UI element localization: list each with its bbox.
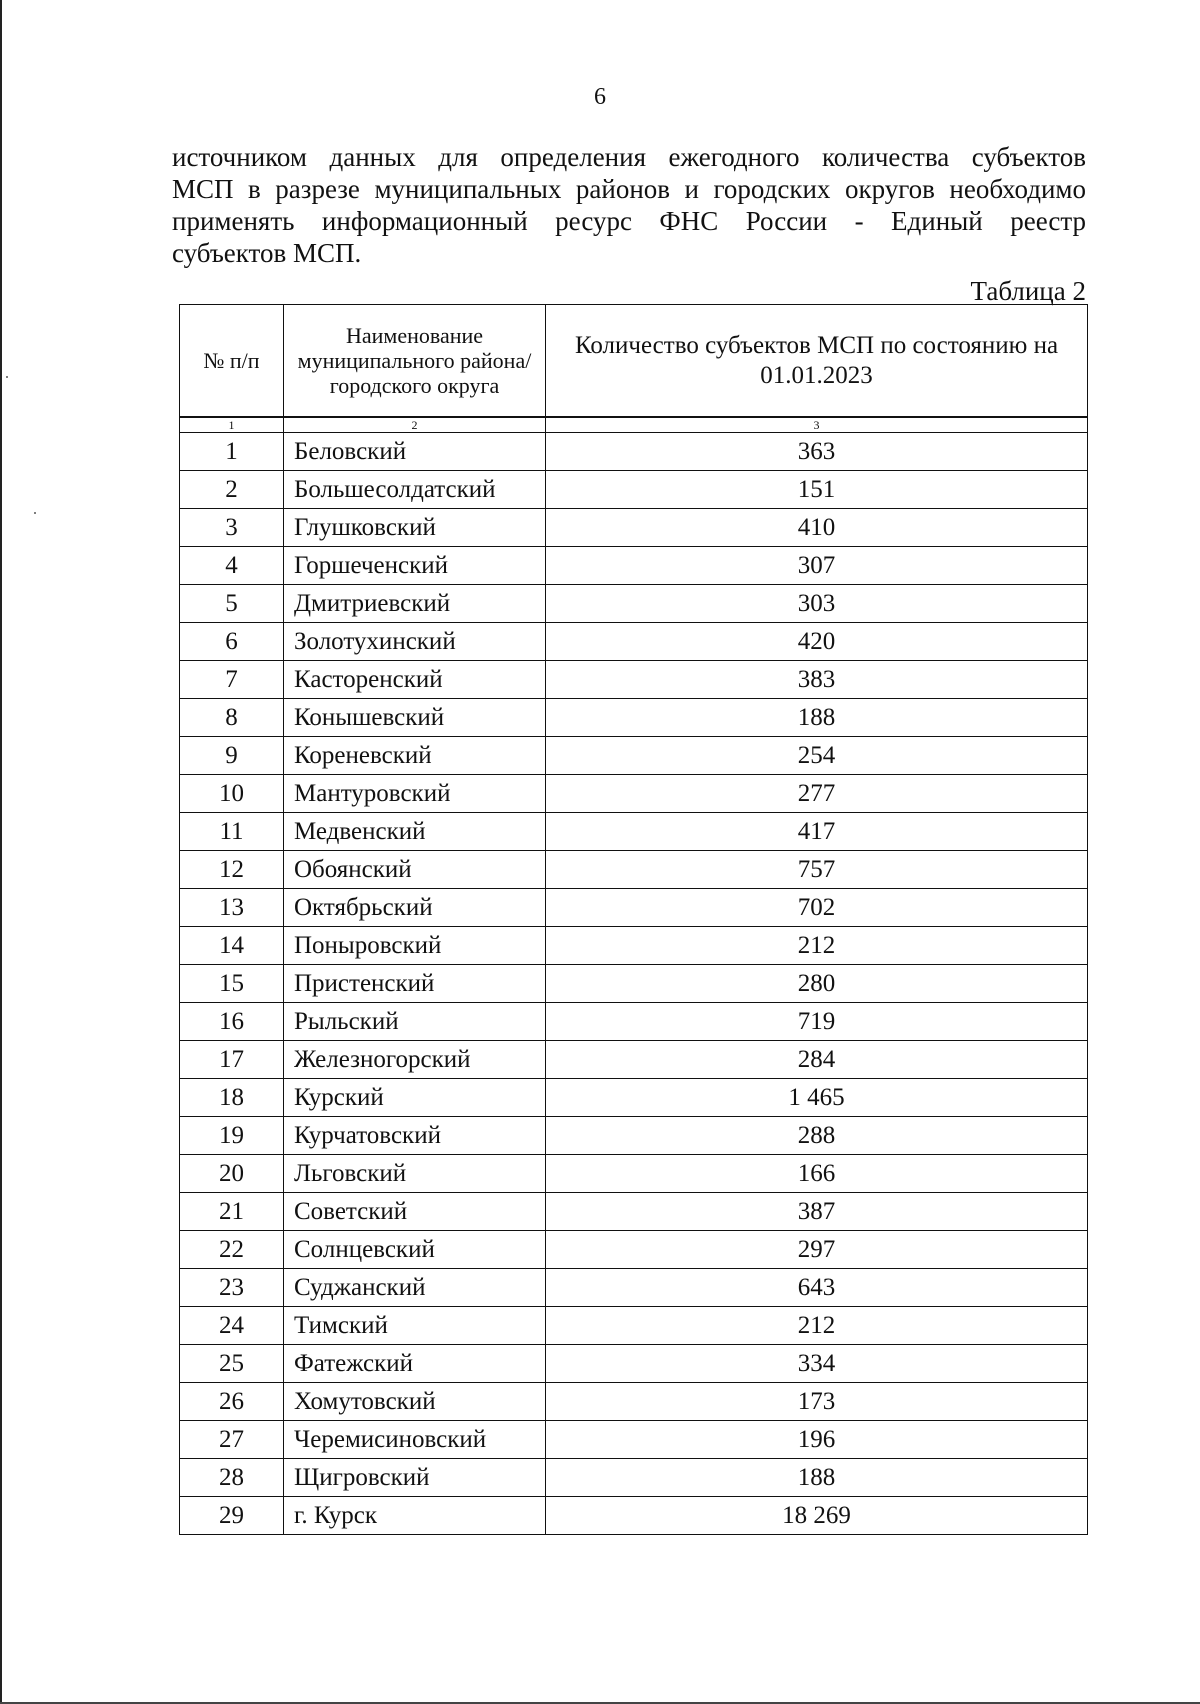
row-name: Октябрьский bbox=[284, 889, 546, 927]
row-number: 5 bbox=[180, 585, 284, 623]
row-value: 383 bbox=[546, 661, 1088, 699]
row-number: 23 bbox=[180, 1269, 284, 1307]
table-row bbox=[180, 1307, 1088, 1345]
table-row bbox=[180, 547, 1088, 585]
row-name: Глушковский bbox=[284, 509, 546, 547]
table-row bbox=[180, 471, 1088, 509]
table-body bbox=[180, 433, 1088, 1535]
row-name: Суджанский bbox=[284, 1269, 546, 1307]
row-name: Фатежский bbox=[284, 1345, 546, 1383]
table-row bbox=[180, 1421, 1088, 1459]
intro-paragraph bbox=[172, 141, 1086, 269]
row-name: Льговский bbox=[284, 1155, 546, 1193]
row-number: 16 bbox=[180, 1003, 284, 1041]
column-number-row bbox=[180, 417, 1088, 433]
scan-speck bbox=[34, 512, 36, 514]
row-value: 417 bbox=[546, 813, 1088, 851]
row-name: Советский bbox=[284, 1193, 546, 1231]
table-row bbox=[180, 851, 1088, 889]
row-number: 20 bbox=[180, 1155, 284, 1193]
row-value: 307 bbox=[546, 547, 1088, 585]
row-number: 8 bbox=[180, 699, 284, 737]
row-number: 21 bbox=[180, 1193, 284, 1231]
row-value: 297 bbox=[546, 1231, 1088, 1269]
table-header-row bbox=[180, 305, 1088, 418]
row-name: Курский bbox=[284, 1079, 546, 1117]
row-value: 212 bbox=[546, 1307, 1088, 1345]
row-number: 29 bbox=[180, 1497, 284, 1535]
table-row bbox=[180, 1231, 1088, 1269]
row-value: 643 bbox=[546, 1269, 1088, 1307]
row-number: 17 bbox=[180, 1041, 284, 1079]
table-row bbox=[180, 1383, 1088, 1421]
row-number: 19 bbox=[180, 1117, 284, 1155]
row-name: Конышевский bbox=[284, 699, 546, 737]
row-number: 1 bbox=[180, 433, 284, 471]
row-value: 277 bbox=[546, 775, 1088, 813]
table-row bbox=[180, 1345, 1088, 1383]
row-name: Черемисиновский bbox=[284, 1421, 546, 1459]
row-value: 173 bbox=[546, 1383, 1088, 1421]
row-name: Рыльский bbox=[284, 1003, 546, 1041]
row-value: 334 bbox=[546, 1345, 1088, 1383]
row-number: 4 bbox=[180, 547, 284, 585]
table-row bbox=[180, 1155, 1088, 1193]
table-row bbox=[180, 1117, 1088, 1155]
row-value: 166 bbox=[546, 1155, 1088, 1193]
msp-table bbox=[179, 304, 1088, 1535]
table-row bbox=[180, 1003, 1088, 1041]
column-number: 1 bbox=[180, 417, 284, 433]
table-row bbox=[180, 661, 1088, 699]
row-name: Беловский bbox=[284, 433, 546, 471]
row-value: 757 bbox=[546, 851, 1088, 889]
row-number: 2 bbox=[180, 471, 284, 509]
row-name: Щигровский bbox=[284, 1459, 546, 1497]
row-value: 303 bbox=[546, 585, 1088, 623]
row-number: 25 bbox=[180, 1345, 284, 1383]
row-number: 26 bbox=[180, 1383, 284, 1421]
row-value: 420 bbox=[546, 623, 1088, 661]
row-name: Хомутовский bbox=[284, 1383, 546, 1421]
table-row bbox=[180, 585, 1088, 623]
row-number: 28 bbox=[180, 1459, 284, 1497]
column-number: 2 bbox=[284, 417, 546, 433]
table-row bbox=[180, 813, 1088, 851]
row-name: Тимский bbox=[284, 1307, 546, 1345]
row-number: 12 bbox=[180, 851, 284, 889]
row-number: 22 bbox=[180, 1231, 284, 1269]
table-row bbox=[180, 775, 1088, 813]
row-name: г. Курск bbox=[284, 1497, 546, 1535]
header-name: Наименование муниципального района/ городского округа bbox=[284, 305, 546, 418]
row-name: Курчатовский bbox=[284, 1117, 546, 1155]
table-row bbox=[180, 1193, 1088, 1231]
row-value: 363 bbox=[546, 433, 1088, 471]
row-number: 18 bbox=[180, 1079, 284, 1117]
row-name: Медвенский bbox=[284, 813, 546, 851]
row-number: 14 bbox=[180, 927, 284, 965]
row-number: 13 bbox=[180, 889, 284, 927]
row-value: 288 bbox=[546, 1117, 1088, 1155]
table-caption: Таблица 2 bbox=[970, 276, 1086, 306]
row-number: 11 bbox=[180, 813, 284, 851]
scan-speck bbox=[6, 376, 8, 378]
table-row bbox=[180, 889, 1088, 927]
table-row bbox=[180, 623, 1088, 661]
row-value: 1 465 bbox=[546, 1079, 1088, 1117]
row-name: Кореневский bbox=[284, 737, 546, 775]
row-value: 280 bbox=[546, 965, 1088, 1003]
row-value: 284 bbox=[546, 1041, 1088, 1079]
row-name: Касторенский bbox=[284, 661, 546, 699]
row-name: Пристенский bbox=[284, 965, 546, 1003]
table-row bbox=[180, 1041, 1088, 1079]
row-number: 15 bbox=[180, 965, 284, 1003]
row-number: 24 bbox=[180, 1307, 284, 1345]
column-number: 3 bbox=[546, 417, 1088, 433]
row-value: 18 269 bbox=[546, 1497, 1088, 1535]
row-value: 212 bbox=[546, 927, 1088, 965]
intro-line: субъектов МСП. bbox=[172, 238, 362, 268]
row-number: 3 bbox=[180, 509, 284, 547]
row-name: Мантуровский bbox=[284, 775, 546, 813]
row-name: Дмитриевский bbox=[284, 585, 546, 623]
table-row bbox=[180, 1079, 1088, 1117]
row-number: 10 bbox=[180, 775, 284, 813]
row-number: 7 bbox=[180, 661, 284, 699]
header-number: № п/п bbox=[180, 305, 284, 418]
table-row bbox=[180, 433, 1088, 471]
table-row bbox=[180, 965, 1088, 1003]
page-number: 6 bbox=[594, 84, 606, 110]
intro-line: применять информационный ресурс ФНС России - Единый реестр bbox=[172, 206, 1086, 236]
row-value: 719 bbox=[546, 1003, 1088, 1041]
row-name: Золотухинский bbox=[284, 623, 546, 661]
header-quantity: Количество субъектов МСП по состоянию на 01.01.2023 bbox=[546, 305, 1088, 418]
row-value: 254 bbox=[546, 737, 1088, 775]
row-number: 9 bbox=[180, 737, 284, 775]
row-number: 6 bbox=[180, 623, 284, 661]
row-value: 196 bbox=[546, 1421, 1088, 1459]
intro-line: источником данных для определения ежегодного количества субъектов bbox=[172, 142, 1086, 172]
row-value: 188 bbox=[546, 699, 1088, 737]
row-value: 702 bbox=[546, 889, 1088, 927]
table-row bbox=[180, 509, 1088, 547]
row-name: Горшеченский bbox=[284, 547, 546, 585]
table-row bbox=[180, 1269, 1088, 1307]
row-name: Железногорский bbox=[284, 1041, 546, 1079]
row-number: 27 bbox=[180, 1421, 284, 1459]
row-value: 410 bbox=[546, 509, 1088, 547]
intro-line: МСП в разрезе муниципальных районов и городских округов необходимо bbox=[172, 174, 1086, 204]
row-name: Поныровский bbox=[284, 927, 546, 965]
table-row bbox=[180, 1459, 1088, 1497]
row-name: Солнцевский bbox=[284, 1231, 546, 1269]
row-name: Большесолдатский bbox=[284, 471, 546, 509]
table-row bbox=[180, 737, 1088, 775]
row-value: 151 bbox=[546, 471, 1088, 509]
table-row bbox=[180, 699, 1088, 737]
row-name: Обоянский bbox=[284, 851, 546, 889]
table-row bbox=[180, 927, 1088, 965]
table-row bbox=[180, 1497, 1088, 1535]
row-value: 387 bbox=[546, 1193, 1088, 1231]
row-value: 188 bbox=[546, 1459, 1088, 1497]
scan-edge-left bbox=[0, 0, 2, 1704]
